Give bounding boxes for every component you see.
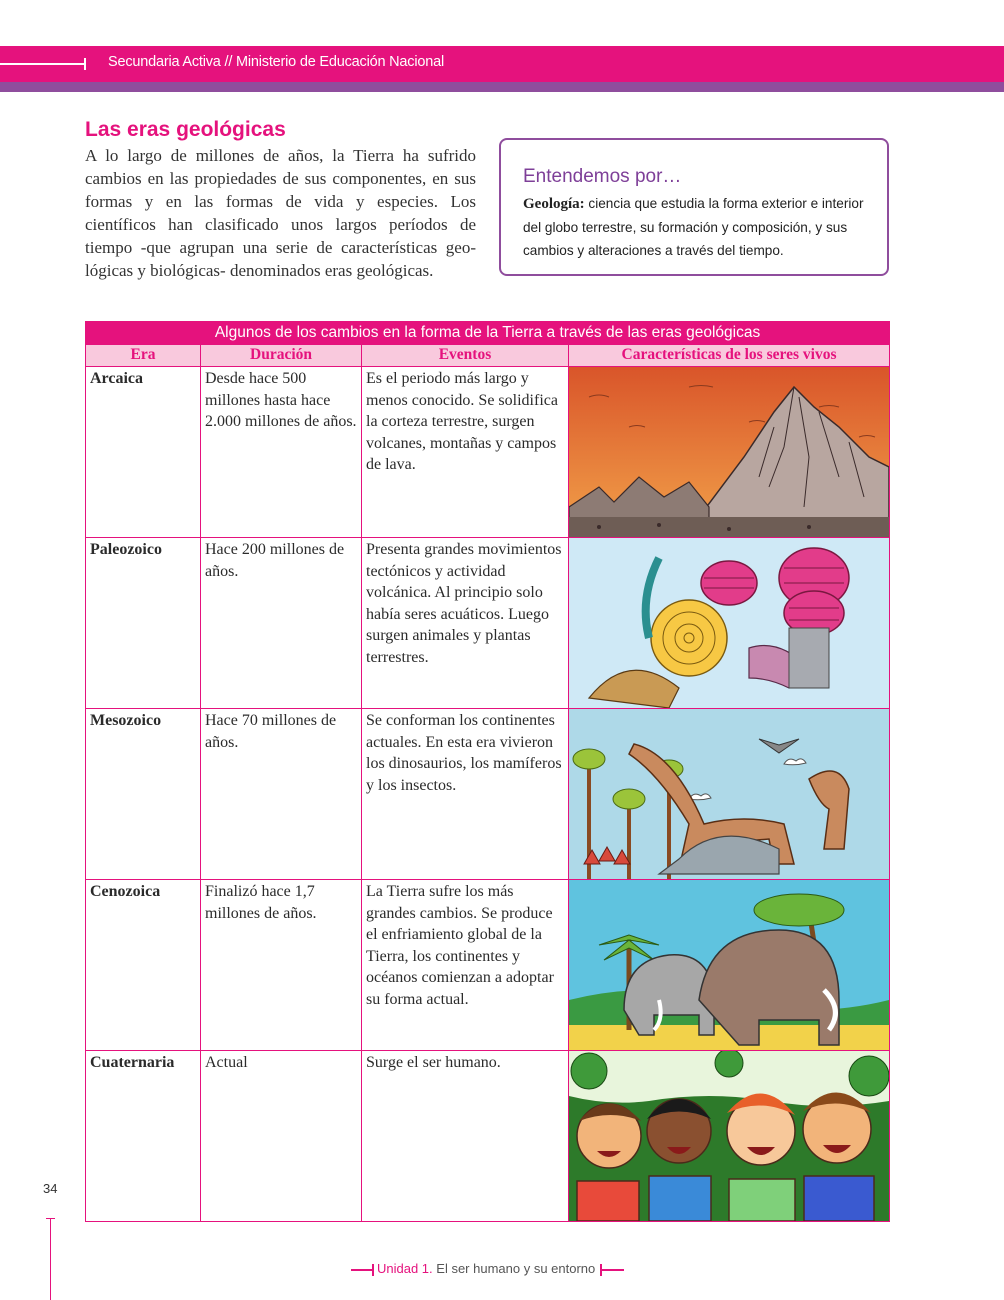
header-text: Secundaria Activa // Ministerio de Educación Nacional xyxy=(108,54,444,70)
left-rule xyxy=(50,1218,51,1300)
header-purple-stripe xyxy=(0,82,1004,92)
footer-line-right xyxy=(602,1269,624,1271)
era-name: Arcaica xyxy=(86,367,201,538)
mammoths-image xyxy=(569,880,889,1050)
era-duration: Actual xyxy=(201,1051,362,1222)
children-illustration xyxy=(569,1051,890,1222)
header-duration: Duración xyxy=(201,345,362,367)
footer-unit: Unidad 1. xyxy=(377,1261,433,1276)
era-duration: Hace 70 millones de años. xyxy=(201,709,362,880)
header-events: Eventos xyxy=(362,345,569,367)
header-rule-tick xyxy=(84,58,86,70)
era-name: Mesozoico xyxy=(86,709,201,880)
era-duration: Finalizó hace 1,7 millones de años. xyxy=(201,880,362,1051)
footer-unit-title: El ser humano y su entorno xyxy=(432,1261,596,1276)
section-title: Las eras geológicas xyxy=(85,118,286,141)
era-events: Se conforman los continentes actuales. En esta era vivieron los dinosaurios, los mamíferos y los insectos. xyxy=(362,709,569,880)
table-row xyxy=(86,880,890,1051)
definition-box xyxy=(499,138,889,276)
era-events: Surge el ser humano. xyxy=(362,1051,569,1222)
table-row xyxy=(86,367,890,538)
table-row xyxy=(86,538,890,709)
intro-paragraph: A lo largo de millones de años, la Tierra ha sufrido cambios en las propiedades de sus componentes, en sus formas y en las formas de vida y especies. Los científicos han clasificado unos largos períodos de tiempo -que agrupan una serie de características geo-lógicas y biológicas- denominados eras geológicas. xyxy=(85,146,476,280)
table-row xyxy=(86,1051,890,1222)
dinosaurs-image xyxy=(569,709,889,879)
mammoths-illustration xyxy=(569,880,890,1051)
footer xyxy=(0,1260,1004,1280)
era-duration: Desde hace 500 millones hasta hace 2.000 millones de años. xyxy=(201,367,362,538)
geological-eras-table xyxy=(85,321,890,1222)
table-row xyxy=(86,709,890,880)
header-era: Era xyxy=(86,345,201,367)
definition-term: Geología: xyxy=(523,196,585,212)
footer-text xyxy=(377,1261,595,1276)
table-header-row xyxy=(86,345,890,367)
page-number: 34 xyxy=(43,1181,58,1196)
marine-fossils-illustration xyxy=(569,538,890,709)
era-events: La Tierra sufre los más grandes cambios. Se produce el enfriamiento global de la Tierra, los continentes y océanos comienzan a adoptar su forma actual. xyxy=(362,880,569,1051)
volcanic-landscape-illustration xyxy=(569,367,890,538)
dinosaurs-illustration xyxy=(569,709,890,880)
header-rule xyxy=(0,63,86,65)
header-characteristics: Características de los seres vivos xyxy=(569,345,890,367)
era-name: Paleozoico xyxy=(86,538,201,709)
definition-text: ciencia que estudia la forma exterior e interior del globo terrestre, su formación y composición, y sus cambios y alteraciones a través del tiempo. xyxy=(523,196,864,258)
table-caption: Algunos de los cambios en la forma de la Tierra a través de las eras geológicas xyxy=(86,322,890,345)
footer-tick-left xyxy=(372,1264,374,1276)
volcanic-landscape-image xyxy=(569,367,889,537)
definition-title: Entendemos por… xyxy=(523,166,682,187)
marine-fossils-image xyxy=(569,538,889,708)
definition-body xyxy=(523,192,873,262)
era-events: Presenta grandes movimientos tectónicos y actividad volcánica. Al principio solo había seres acuáticos. Luego surgen animales y plantas terrestres. xyxy=(362,538,569,709)
era-name: Cuaternaria xyxy=(86,1051,201,1222)
children-image xyxy=(569,1051,889,1221)
era-events: Es el periodo más largo y menos conocido. Se solidifica la corteza terrestre, surgen volcanes, montañas y campos de lava. xyxy=(362,367,569,538)
era-name: Cenozoica xyxy=(86,880,201,1051)
era-duration: Hace 200 millones de años. xyxy=(201,538,362,709)
footer-line-left xyxy=(351,1269,373,1271)
